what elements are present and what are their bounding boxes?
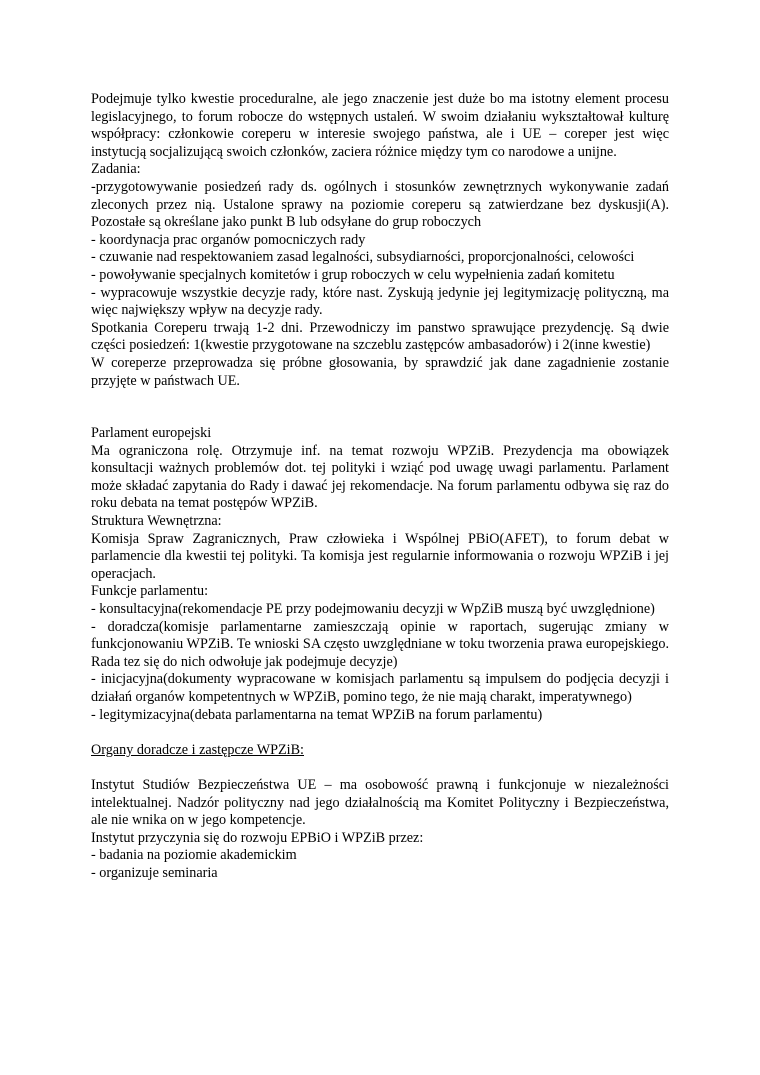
heading-funkcje: Funkcje parlamentu: (91, 583, 209, 600)
heading-struktura: Struktura Wewnętrzna: (91, 513, 222, 530)
paragraph-afet: Komisja Spraw Zagranicznych, Praw człowieka i Wspólnej PBiO(AFET), to forum debat w parlamencie dla kwestii tej polityki. Ta komisja jest regularnie informowania o rozwoju WPZiB i jej operacjach. (91, 530, 669, 582)
paragraph-instytut-rozwoj: Instytut przyczynia się do rozwoju EPBiO i WPZiB przez: (91, 829, 424, 846)
list-item: -przygotowywanie posiedzeń rady ds. ogólnych i stosunków zewnętrznych wykonywanie zadań zleconych przez nią. Ustalone sprawy na poziomie coreperu są zatwierdzane bez dyskusji(A). Pozostałe są określane jako punkt B lub odsyłane do grup roboczych (91, 178, 669, 231)
paragraph-parlament-rola: Ma ograniczona rolę. Otrzymuje inf. na temat rozwoju WPZiB. Prezydencja ma obowiązek konsultacji ważnych problemów dot. tej polityki i wziąć pod uwagę uwagi parlamentu. Parlament może składać zapytania do Rady i dawać jej rekomendacje. Na forum parlamentu odbywa się raz do roku debata na temat postępów WPZiB. (91, 442, 669, 512)
list-item: - legitymizacyjna(debata parlamentarna na temat WPZiB na forum parlamentu) (91, 706, 543, 723)
list-item: - konsultacyjna(rekomendacje PE przy podejmowaniu decyzji w WpZiB muszą być uwzględnione) (91, 601, 655, 618)
paragraph-coreper-intro: Podejmuje tylko kwestie proceduralne, ale jego znaczenie jest duże bo ma istotny element procesu legislacyjnego, to forum robocze do wstępnych ustaleń. W swoim działaniu wykształtował kulturę współpracy: członkowie coreperu w interesie swojego państwa, ale i UE – coreper jest więc instytucją socjalizującą swoich członków, zaciera różnice między tym co narodowe a unijne. (91, 91, 669, 160)
paragraph-glosowania: W coreperze przeprowadza się próbne głosowania, by sprawdzić jak dane zagadnienie zostanie przyjęte w państwach UE. (91, 354, 669, 389)
list-item: - organizuje seminaria (91, 864, 218, 881)
heading-zadania: Zadania: (91, 161, 141, 178)
heading-organy-doradcze: Organy doradcze i zastępcze WPZiB: (91, 741, 304, 758)
spacer (91, 390, 669, 425)
list-item: - koordynacja prac organów pomocniczych rady (91, 231, 366, 248)
list-item: - czuwanie nad respektowaniem zasad legalności, subsydiarności, proporcjonalności, celowości (91, 249, 635, 266)
list-item: - doradcza(komisje parlamentarne zamieszczają opinie w raportach, sugerując zmiany w funkcjonowaniu WPZiB. Te wnioski SA często uwzględniane w toku tworzenia prawa europejskiego. Rada tez się do nich odwołuje jak podejmuje decyzje) (91, 618, 669, 670)
list-item: - powoływanie specjalnych komitetów i grup roboczych w celu wypełnienia zadań komitetu (91, 266, 615, 283)
document-body (91, 91, 669, 883)
spacer (91, 724, 669, 742)
heading-parlament: Parlament europejski (91, 425, 212, 442)
list-item: - inicjacyjna(dokumenty wypracowane w komisjach parlamentu są impulsem do podjęcia decyzji i działań organów kompetentnych w WPZiB, pomino tego, że nie mają charakt, imperatywnego) (91, 671, 669, 705)
spacer (91, 759, 669, 777)
list-item: - badania na poziomie akademickim (91, 847, 297, 864)
list-item: - wypracowuje wszystkie decyzje rady, które nast. Zyskują jedynie jej legitymizację polityczną, ma więc największy wpływ na decyzje rady. (91, 284, 669, 319)
paragraph-instytut: Instytut Studiów Bezpieczeństwa UE – ma osobowość prawną i funkcjonuje w niezależności intelektualnej. Nadzór polityczny nad jego działalnością ma Komitet Polityczny i Bezpieczeństwa, ale nie wnika on w jego kompetencje. (91, 776, 669, 829)
paragraph-spotkania: Spotkania Coreperu trwają 1-2 dni. Przewodniczy im panstwo sprawujące prezydencję. Są dwie części posiedzeń: 1(kwestie przygotowane na szczeblu zastępców ambasadorów) i 2(inne kwestie) (91, 319, 669, 354)
